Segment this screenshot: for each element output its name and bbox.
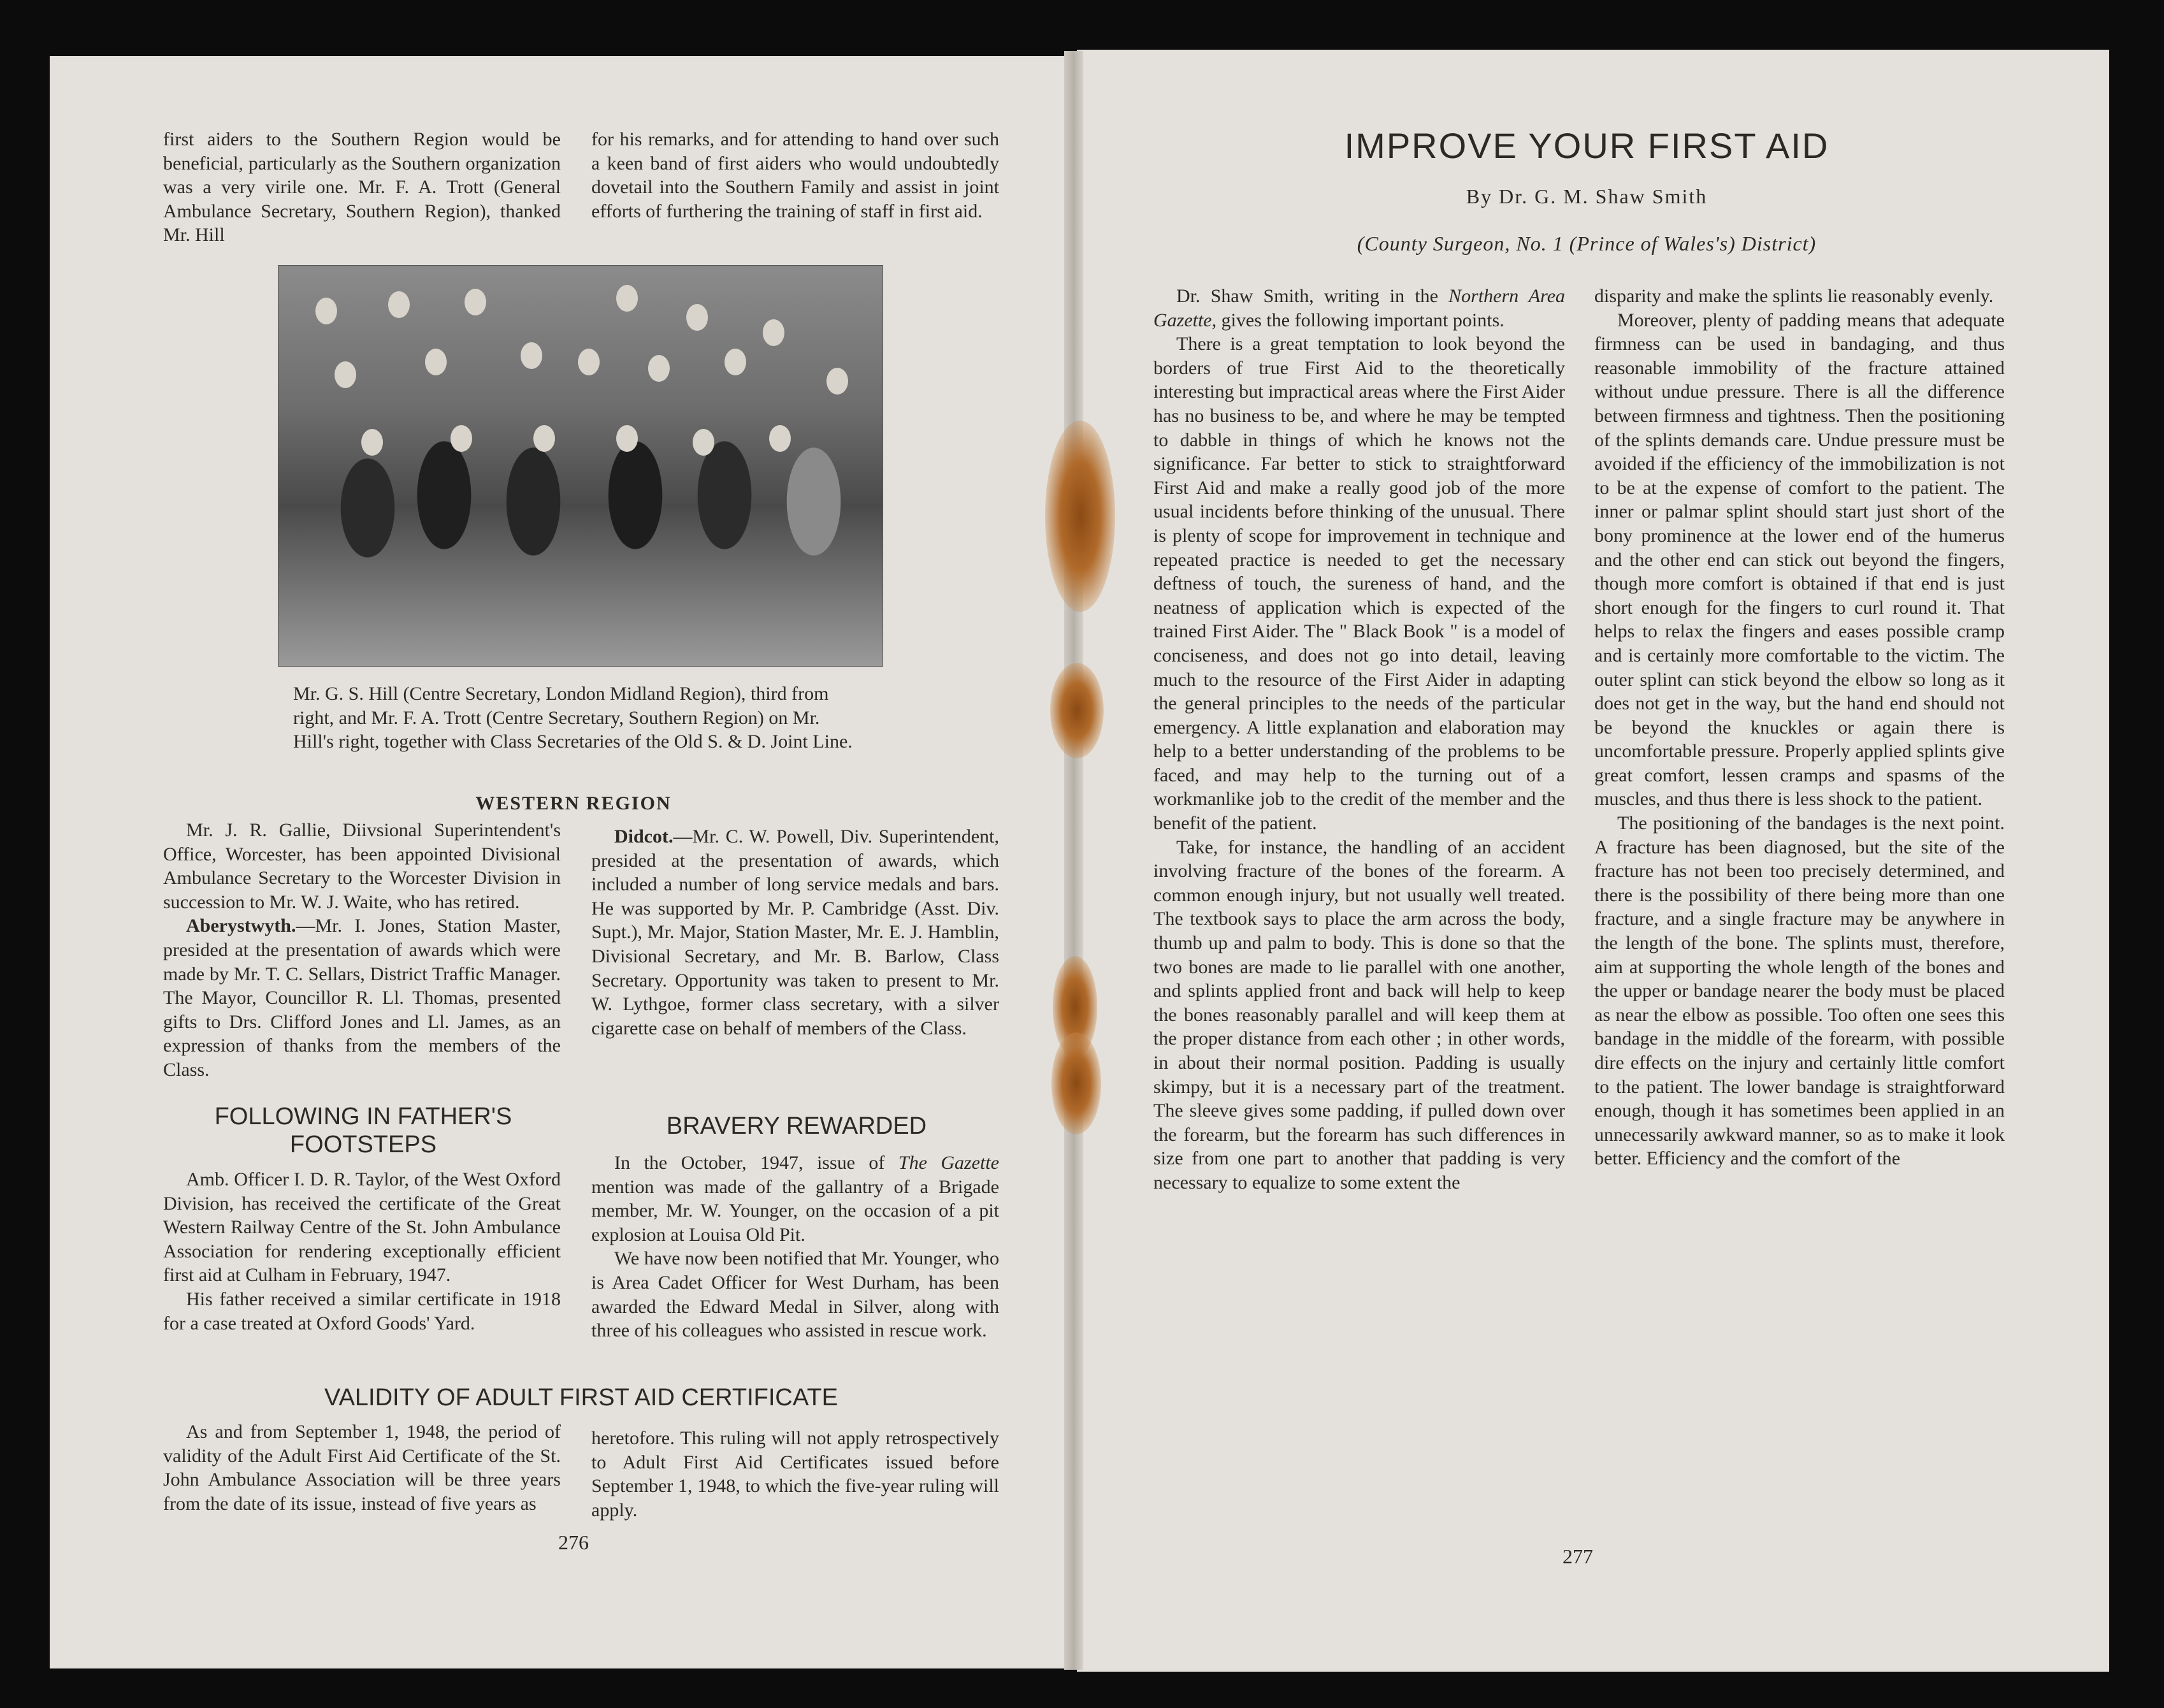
bravery-heading: BRAVERY REWARDED: [666, 1113, 927, 1140]
page-number-left: 276: [558, 1531, 589, 1554]
father-heading: FOLLOWING IN FATHER'S FOOTSTEPS: [214, 1103, 512, 1158]
paragraph: Take, for instance, the handling of an accident involving fracture of the bones of the forearm. A common enough injury, but not usually well treated. The textbook says to place the arm across the body, thumb up and palm to body. This is done so that the two bones are made to lie parallel with one another, and splints applied front and back will help to keep the bones reasonably parallel and will keep them at the proper distance from each other ; in other words, in about their normal position. Padding is usually skimpy, but it is a necessary part of the treatment. The sleeve gives some padding, if pulled down over the forearm, but the forearm has such differences in size from one part to another that padding is very necessary to equalize to some extent the: [1153, 836, 1565, 1193]
paragraph: As and from September 1, 1948, the period of validity of the Adult First Aid Certificate of the St. John Ambulance Association will be three years from the date of its issue, instead of five years as: [163, 1421, 561, 1514]
page-number-right: 277: [1562, 1545, 1593, 1568]
validity-heading: VALIDITY OF ADULT FIRST AID CERTIFICATE: [324, 1384, 838, 1411]
western-col1: [163, 818, 561, 1082]
byline: By Dr. G. M. Shaw Smith: [1466, 185, 1708, 208]
paragraph: Amb. Officer I. D. R. Taylor, of the West Oxford Division, has received the certificate of the Great Western Railway Centre of the St. John Ambulance Association for rendering exceptionally efficient first aid at Culham in February, 1947.: [163, 1169, 561, 1286]
right-col2: [1594, 284, 2005, 1171]
paragraph: His father received a similar certificate in 1918 for a case treated at Oxford Goods' Yard.: [163, 1288, 561, 1334]
paragraph: for his remarks, and for attending to hand over such a keen band of first aiders who would undoubtedly dovetail into the Southern Family and assist in joint efforts of furthering the training of staff in first aid.: [591, 129, 999, 222]
western-region-heading: WESTERN REGION: [475, 793, 672, 814]
runin-aberystwyth: Aberystwyth.: [186, 915, 296, 937]
affiliation: (County Surgeon, No. 1 (Prince of Wales's) District): [1357, 232, 1817, 255]
paragraph: Dr. Shaw Smith, writing in the Northern Area Gazette, gives the following important points.: [1153, 286, 1566, 331]
group-photo: [278, 265, 883, 667]
paragraph: We have now been notified that Mr. Younger, who is Area Cadet Officer for West Durham, has been awarded the Edward Medal in Silver, along with three of his colleagues who assisted in rescue work.: [591, 1248, 999, 1342]
father-article: [163, 1168, 561, 1335]
right-col1: [1153, 284, 1565, 1195]
paragraph: heretofore. This ruling will not apply retrospectively to Adult First Aid Certificates issued before September 1, 1948, to which the five-year ruling will apply.: [591, 1428, 999, 1521]
left-col1-top-text: [163, 127, 561, 247]
caption-text: Mr. G. S. Hill (Centre Secretary, London Midland Region), third from right, and Mr. F. A. Trott (Centre Secretary, Southern Region) on Mr. Hill's right, together with Class Secretaries of the Old S. & D. Joint Line.: [293, 683, 853, 753]
article-title: IMPROVE YOUR FIRST AID: [1344, 126, 1829, 166]
bravery-article: [591, 1151, 999, 1343]
runin-didcot: Didcot.: [614, 826, 674, 847]
paragraph: Aberystwyth.—Mr. I. Jones, Station Master, presided at the presentation of awards which were made by Mr. T. C. Sellars, District Traffic Manager. The Mayor, Councillor R. Ll. Thomas, presented gifts to Drs. Clifford Jones and Ll. James, as an expression of thanks from the members of the Class.: [163, 915, 561, 1080]
paragraph: Mr. J. R. Gallie, Diivsional Superintendent's Office, Worcester, has been appointed Divisional Ambulance Secretary to the Worcester Division in succession to Mr. W. J. Waite, who has retired.: [163, 820, 561, 913]
photo-caption: [293, 682, 860, 754]
stain-mark: [1051, 1032, 1101, 1134]
paragraph: disparity and make the splints lie reasonably evenly.: [1594, 286, 1994, 307]
paragraph: The positioning of the bandages is the next point. A fracture has been diagnosed, but the site of the fracture has not been too precisely determined, and there is the possibility of there being more than one fracture, and a single fracture may be anywhere in the length of the bone. The splints must, therefore, aim at supporting the whole length of the bones and the upper or bandage nearer the body must be placed as near the elbow as possible. Too often one sees this bandage in the middle of the forearm, with possible dire effects on the injury and certainly little comfort to the patient. The lower bandage is straightforward enough, though it has sometimes been applied in an unnecessarily awkward manner, so as to make it look better. Efficiency and the comfort of the: [1594, 813, 2005, 1169]
paragraph: Moreover, plenty of padding means that adequate firmness can be used in bandaging, and thus reasonable immobility of the fracture attained without undue pressure. There is all the difference between firmness and tightness. Then the positioning of the splints demands care. Undue pressure must be avoided if the efficiency of the immobilization is not to be at the expense of comfort to the patient. The inner or palmar splint should start just short of the bony prominence at the lower end of the humerus and the other end can stick out beyond the fingers, though more comfort is obtained if that end is just short enough for the fingers to curl round it. That helps to relax the fingers and eases possible cramp and is certainly more comfortable to the victim. The outer splint can stick beyond the elbow so long as it does not get in the way, but the hand end should not be beyond the knuckles or again there is uncomfortable pressure. Properly applied splints give great comfort, lessen cramps and spasms of the muscles, and thus there is less shock to the patient.: [1594, 309, 2005, 810]
validity-col2: [591, 1426, 999, 1522]
validity-col1: [163, 1420, 561, 1516]
book-spine: [1064, 51, 1083, 1670]
western-col2: [591, 825, 999, 1040]
paragraph: first aiders to the Southern Region would be beneficial, particularly as the Southern organization was a very virile one. Mr. F. A. Trott (General Ambulance Secretary, Southern Region), thanked Mr. Hill: [163, 129, 561, 246]
left-col2-top-text: [591, 127, 999, 223]
paragraph: Didcot.—Mr. C. W. Powell, Div. Superintendent, presided at the presentation of awards, which included a number of long service medals and bars. He was supported by Mr. P. Cambridge (Asst. Div. Supt.), Mr. Major, Station Master, Mr. E. J. Hamblin, Divisional Secretary, and Mr. B. Barlow, Class Secretary. Opportunity was taken to present to Mr. W. Lythgoe, former class secretary, with a silver cigarette case on behalf of members of the Class.: [591, 826, 999, 1039]
paragraph: In the October, 1947, issue of The Gazette mention was made of the gallantry of a Brigade member, Mr. W. Younger, on the occasion of a pit explosion at Louisa Old Pit.: [591, 1152, 1000, 1245]
stain-mark: [1050, 663, 1104, 758]
paragraph: There is a great temptation to look beyond the borders of true First Aid to the theoretically interesting but impractical areas where the First Aider has no business to be, and where he may be tempted to dabble in things of which he knows not the significance. Far better to stick to straightforward First Aid and make a really good job of the more usual incidents before thinking of the unusual. There is plenty of scope for improvement in technique and repeated practice is needed to get the necessary deftness of touch, the sureness of hand, and the neatness of application which is expected of the trained First Aider. The " Black Book " is a model of conciseness, and does not go into detail, leaving much to the resource of the First Aider in adapting the general principles to the needs of the particular emergency. A little explanation and elaboration may help to a better understanding of the problems to be faced, and may help to the turning out of a workmanlike job to the credit of the member and the benefit of the patient.: [1153, 333, 1565, 834]
stain-mark: [1045, 421, 1115, 612]
